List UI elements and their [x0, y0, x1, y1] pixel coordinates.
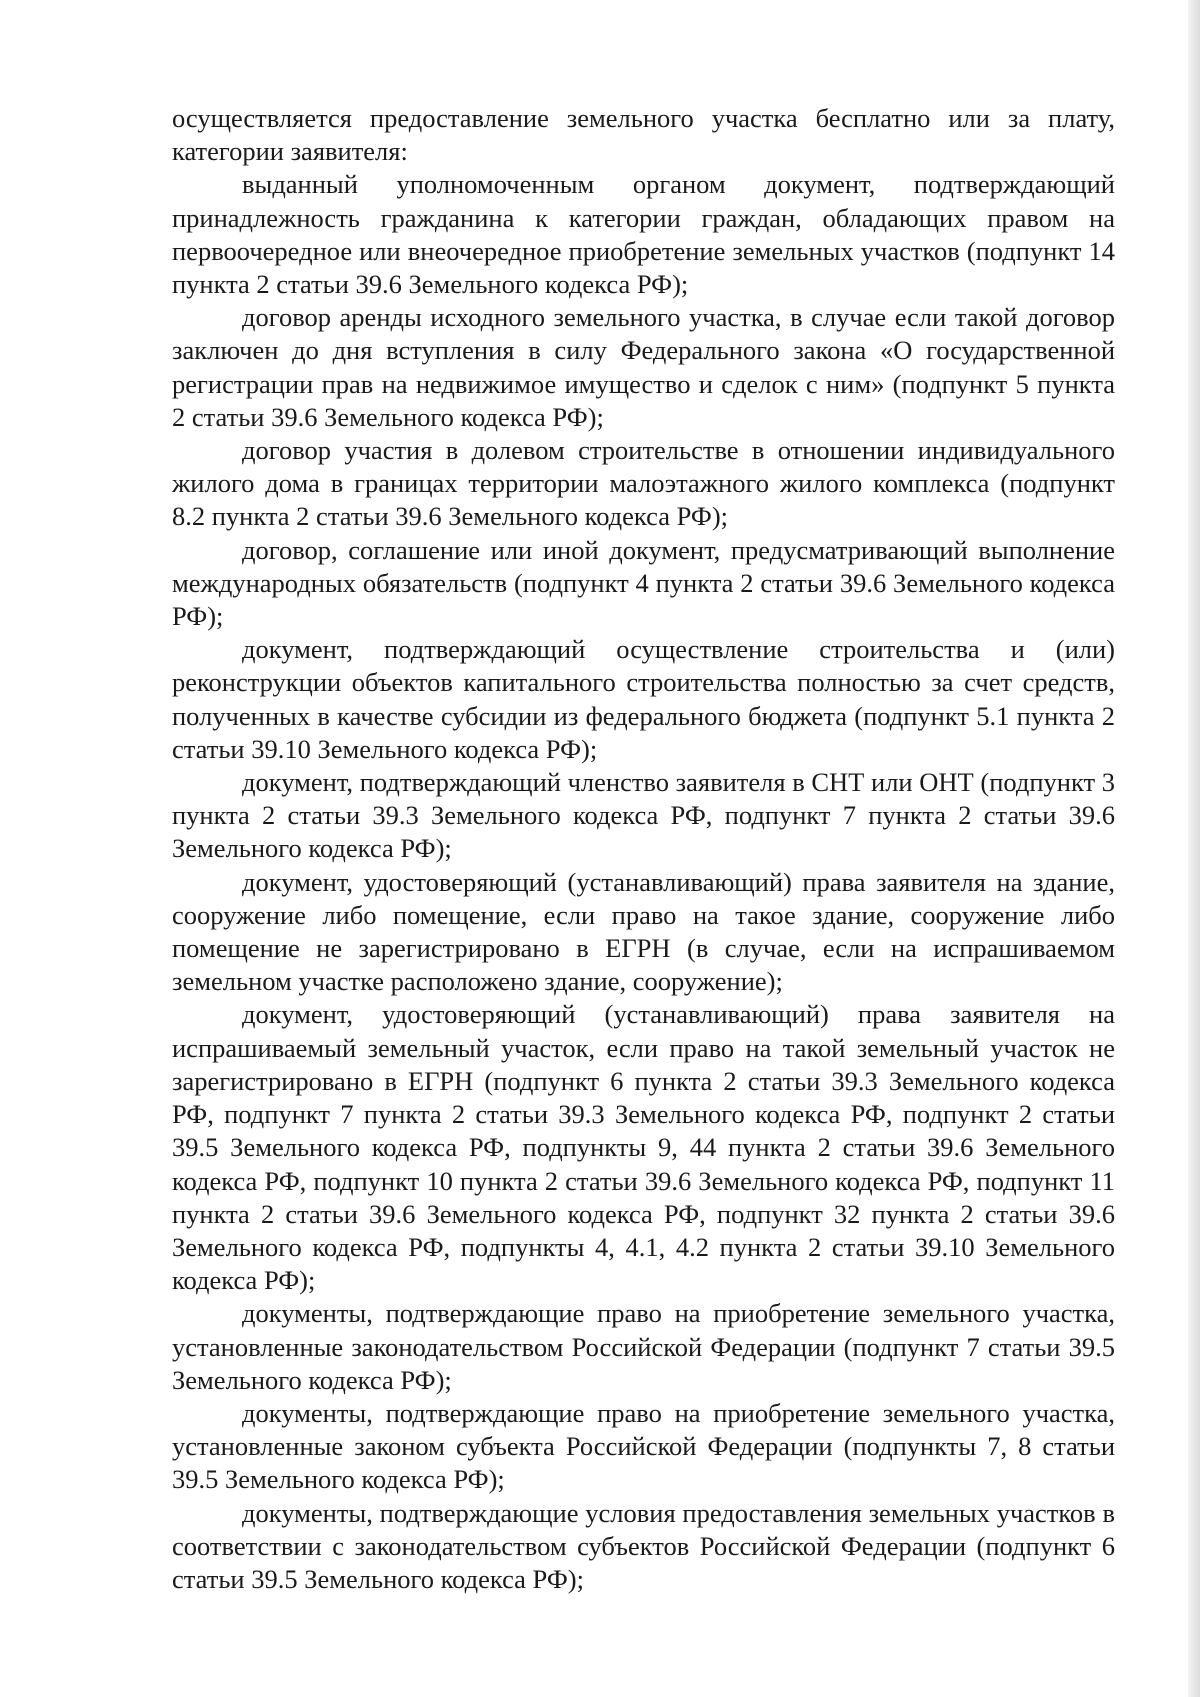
paragraph-item: документ, удостоверяющий (устанавливающий) права заявителя на испрашиваемый земельный участок, если право на такой земельный участок не зарегистрировано в ЕГРН (подпункт 6 пункта 2 статьи 39.3 Земельного кодекса РФ, подпункт 7 пункта 2 статьи 39.3 Земельного кодекса РФ, подпункт 2 статьи 39.5 Земельного кодекса РФ, подпункты 9, 44 пункта 2 статьи 39.6 Земельного кодекса РФ, подпункт 10 пункта 2 статьи 39.6 Земельного кодекса РФ, подпункт 11 пункта 2 статьи 39.6 Земельного кодекса РФ, подпункт 32 пункта 2 статьи 39.6 Земельного кодекса РФ, подпункты 4, 4.1, 4.2 пункта 2 статьи 39.10 Земельного кодекса РФ); — [172, 999, 1115, 1296]
paragraph-item: выданный уполномоченным органом документ, подтверждающий принадлежность гражданина к категории граждан, обладающих правом на первоочередное или внеочередное приобретение земельных участков (подпункт 14 пункта 2 статьи 39.6 Земельного кодекса РФ); — [172, 169, 1115, 300]
paragraph-item: документы, подтверждающие право на приобретение земельного участка, установленные законом субъекта Российской Федерации (подпункты 7, 8 статьи 39.5 Земельного кодекса РФ); — [172, 1397, 1115, 1495]
paragraph-item: документы, подтверждающие право на приобретение земельного участка, установленные законодательством Российской Федерации (подпункт 7 статьи 39.5 Земельного кодекса РФ); — [172, 1298, 1115, 1395]
paragraph-item: договор аренды исходного земельного участка, в случае если такой договор заключен до дня вступления в силу Федерального закона «О государственной регистрации прав на недвижимое имущество и сделок с ним» (подпункт 5 пункта 2 статьи 39.6 Земельного кодекса РФ); — [172, 302, 1115, 432]
paragraph-continuation: осуществляется предоставление земельного участка бесплатно или за плату, категории заявителя: — [172, 103, 1115, 167]
paragraph-item: договор, соглашение или иной документ, предусматривающий выполнение международных обязательств (подпункт 4 пункта 2 статьи 39.6 Земельного кодекса РФ); — [172, 534, 1115, 632]
page-edge-shadow — [1188, 0, 1200, 1697]
paragraph-item: документ, удостоверяющий (устанавливающий) права заявителя на здание, сооружение либо помещение, если право на такое здание, сооружение либо помещение не зарегистрировано в ЕГРН (в случае, если на испрашиваемом земельном участке расположено здание, сооружение); — [172, 866, 1115, 997]
paragraph-item: документы, подтверждающие условия предоставления земельных участков в соответствии с законодательством субъектов Российской Федерации (подпункт 6 статьи 39.5 Земельного кодекса РФ); — [172, 1497, 1115, 1594]
paragraph-item: документ, подтверждающий членство заявителя в СНТ или ОНТ (подпункт 3 пункта 2 статьи 39.3 Земельного кодекса РФ, подпункт 7 пункта 2 статьи 39.6 Земельного кодекса РФ); — [172, 767, 1115, 864]
document-body — [172, 102, 1115, 1596]
paragraph-item: документ, подтверждающий осуществление строительства и (или) реконструкции объектов капитального строительства полностью за счет средств, полученных в качестве субсидии из федерального бюджета (подпункт 5.1 пункта 2 статьи 39.10 Земельного кодекса РФ); — [172, 634, 1115, 764]
paragraph-item: договор участия в долевом строительстве в отношении индивидуального жилого дома в границах территории малоэтажного жилого комплекса (подпункт 8.2 пункта 2 статьи 39.6 Земельного кодекса РФ); — [172, 435, 1115, 532]
